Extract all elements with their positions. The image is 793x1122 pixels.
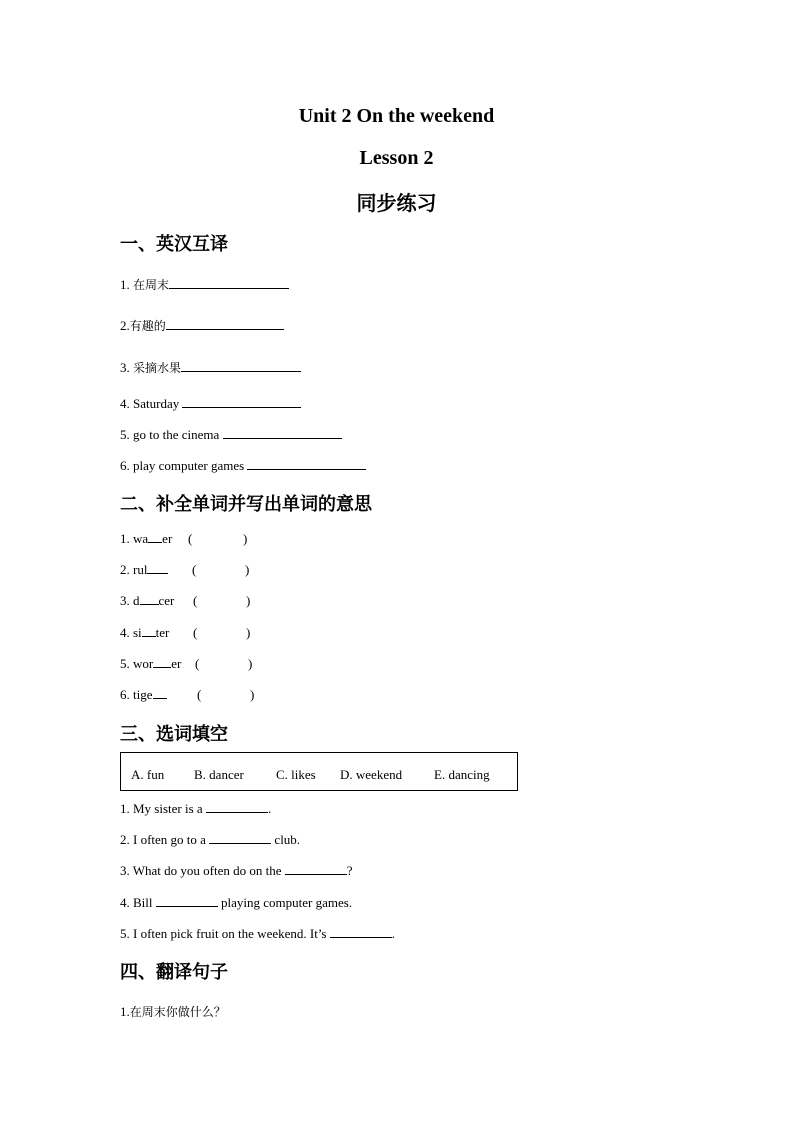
- letter-blank[interactable]: [147, 562, 168, 574]
- option-c: C. likes: [276, 767, 316, 782]
- letter-blank[interactable]: [140, 593, 159, 605]
- item-text: 采摘水果: [133, 361, 182, 375]
- item-text: Saturday: [133, 396, 183, 411]
- answer-blank[interactable]: [182, 396, 301, 408]
- s1-item-5: [120, 427, 342, 443]
- sentence-end: club.: [271, 832, 301, 847]
- s3-item-5: [120, 926, 395, 942]
- answer-blank[interactable]: [247, 458, 366, 470]
- answer-blank[interactable]: [330, 926, 392, 938]
- item-text: go to the cinema: [133, 427, 223, 442]
- item-num: 6.: [120, 458, 133, 473]
- word-prefix: d: [133, 593, 140, 608]
- s1-item-6: [120, 458, 366, 474]
- sentence-start: 1. My sister is a: [120, 801, 206, 816]
- letter-blank[interactable]: [142, 625, 156, 637]
- s2-item-4: [120, 625, 251, 641]
- answer-blank[interactable]: [166, 318, 284, 330]
- s2-item-1: [120, 531, 248, 547]
- answer-blank[interactable]: [209, 832, 271, 844]
- section3-heading: 三、选词填空: [120, 724, 228, 745]
- word-bank-box: [120, 752, 518, 791]
- sentence-start: 2. I often go to a: [120, 832, 210, 847]
- word-suffix: ter: [155, 625, 170, 640]
- s2-item-2: [120, 562, 250, 578]
- section1-heading: 一、英汉互译: [120, 234, 228, 255]
- paren-open: (: [193, 593, 198, 608]
- item-num: 3.: [120, 593, 133, 608]
- option-b: B. dancer: [194, 767, 244, 782]
- word-prefix: wor: [133, 656, 154, 671]
- paren-close: ): [246, 593, 251, 608]
- answer-blank[interactable]: [169, 277, 289, 289]
- letter-blank[interactable]: [153, 656, 171, 668]
- item-num: 1.: [120, 531, 133, 546]
- sentence-start: 4. Bill: [120, 895, 156, 910]
- item-text: 在周末: [133, 278, 170, 292]
- section4-heading: 四、翻译句子: [120, 962, 228, 983]
- paren-close: ): [248, 656, 253, 671]
- s1-item-3: [120, 359, 301, 376]
- s3-item-4: [120, 895, 352, 911]
- sentence-start: 3. What do you often do on the: [120, 863, 285, 878]
- answer-blank[interactable]: [181, 360, 301, 372]
- option-a: A. fun: [131, 767, 165, 782]
- answer-blank[interactable]: [206, 801, 268, 813]
- s3-item-3: [120, 863, 353, 879]
- item-num: 2.: [120, 318, 130, 333]
- paren-close: ): [250, 687, 255, 702]
- s3-item-1: [120, 801, 271, 817]
- item-text: 在周末你做什么？: [129, 1005, 226, 1019]
- s2-item-6: [120, 687, 255, 703]
- s1-item-4: [120, 396, 301, 412]
- item-num: 6.: [120, 687, 133, 702]
- word-suffix: cer: [158, 593, 175, 608]
- option-e: E. dancing: [434, 767, 490, 782]
- s3-item-2: [120, 832, 300, 848]
- s2-item-5: [120, 656, 253, 672]
- paren-open: (: [197, 687, 202, 702]
- paren-open: (: [188, 531, 193, 546]
- answer-blank[interactable]: [156, 895, 218, 907]
- page-title: Unit 2 On the weekend: [298, 105, 495, 127]
- s2-item-3: [120, 593, 251, 609]
- item-text: play computer games: [133, 458, 248, 473]
- sentence-end: .: [267, 801, 272, 816]
- answer-blank[interactable]: [285, 863, 347, 875]
- word-prefix: wa: [133, 531, 149, 546]
- item-num: 4.: [120, 396, 133, 411]
- paren-close: ): [243, 531, 248, 546]
- word-prefix: tige: [133, 687, 153, 702]
- item-num: 1.: [120, 277, 133, 292]
- paren-open: (: [192, 562, 197, 577]
- cn-title: 同步练习: [356, 191, 437, 215]
- s4-item-1: [120, 1003, 226, 1020]
- answer-blank[interactable]: [223, 427, 342, 439]
- paren-open: (: [195, 656, 200, 671]
- option-d: D. weekend: [340, 767, 403, 782]
- item-num: 3.: [120, 360, 133, 375]
- section2-heading: 二、补全单词并写出单词的意思: [120, 494, 372, 515]
- item-num: 5.: [120, 656, 133, 671]
- sentence-end: ?: [346, 863, 353, 878]
- lesson-title: Lesson 2: [359, 147, 434, 169]
- word-prefix: rul: [133, 562, 148, 577]
- letter-blank[interactable]: [153, 687, 167, 699]
- letter-blank[interactable]: [148, 531, 162, 543]
- paren-close: ): [245, 562, 250, 577]
- word-prefix: si: [133, 625, 142, 640]
- sentence-end: .: [391, 926, 395, 941]
- item-num: 1.: [120, 1004, 130, 1019]
- word-suffix: er: [171, 656, 182, 671]
- s1-item-1: [120, 276, 289, 293]
- item-num: 4.: [120, 625, 133, 640]
- item-num: 5.: [120, 427, 133, 442]
- sentence-start: 5. I often pick fruit on the weekend. It’s: [120, 926, 330, 941]
- item-text: 有趣的: [129, 319, 166, 333]
- s1-item-2: [120, 317, 284, 334]
- paren-open: (: [193, 625, 198, 640]
- paren-close: ): [246, 625, 251, 640]
- item-num: 2.: [120, 562, 133, 577]
- sentence-end: playing computer games.: [217, 895, 353, 910]
- word-suffix: er: [162, 531, 173, 546]
